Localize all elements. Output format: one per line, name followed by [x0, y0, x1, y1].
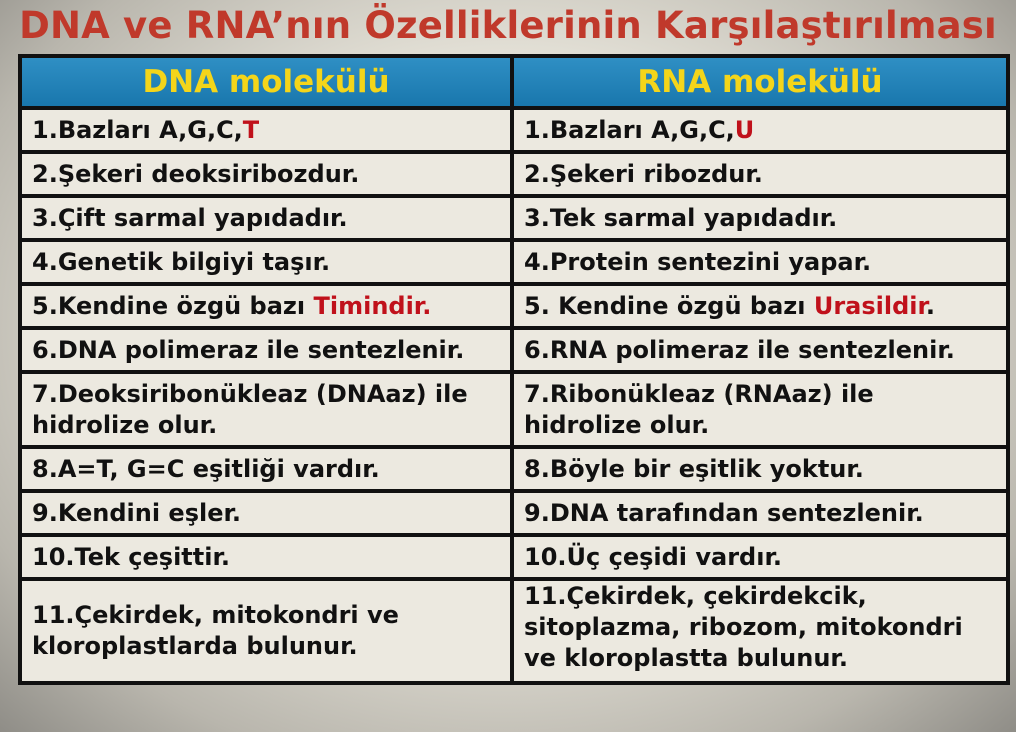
dna-property-cell: [20, 447, 512, 491]
cell-text: 10.Tek çeşittir.: [32, 542, 231, 571]
highlighted-text: Urasildir: [813, 291, 926, 320]
dna-property-cell: [20, 328, 512, 372]
highlighted-text: U: [734, 115, 755, 144]
cell-text: 4.Protein sentezini yapar.: [524, 247, 872, 276]
cell-text: 6.RNA polimeraz ile sentezlenir.: [524, 335, 955, 364]
rna-property-cell: [512, 579, 1008, 683]
rna-property-cell: [512, 284, 1008, 328]
highlighted-text: T: [242, 115, 260, 144]
table-row: [20, 447, 1008, 491]
cell-text: .: [925, 291, 936, 320]
rna-property-cell: [512, 240, 1008, 284]
page-title: DNA ve RNA’nın Özelliklerinin Karşılaştırılması: [19, 4, 997, 47]
cell-text: 10.Üç çeşidi vardır.: [524, 542, 782, 571]
cell-text: 2.Şekeri ribozdur.: [524, 159, 763, 188]
header-dna: DNA molekülü: [20, 56, 512, 108]
cell-text: 8.Böyle bir eşitlik yoktur.: [524, 454, 864, 483]
rna-property-cell: [512, 535, 1008, 579]
dna-property-cell: [20, 535, 512, 579]
table-row: [20, 491, 1008, 535]
cell-text: 9.DNA tarafından sentezlenir.: [524, 498, 924, 527]
rna-property-cell: [512, 152, 1008, 196]
dna-property-cell: [20, 491, 512, 535]
dna-property-cell: [20, 284, 512, 328]
table-row: [20, 535, 1008, 579]
cell-text: 5.Kendine özgü bazı: [32, 291, 314, 320]
cell-text: 5. Kendine özgü bazı: [524, 291, 814, 320]
dna-property-cell: [20, 152, 512, 196]
table-row: [20, 152, 1008, 196]
cell-text: 4.Genetik bilgiyi taşır.: [32, 247, 331, 276]
table-header-row: [20, 56, 1008, 108]
rna-property-cell: [512, 196, 1008, 240]
cell-text: 1.Bazları A,G,C,: [524, 115, 735, 144]
table-row: [20, 579, 1008, 683]
table-row: [20, 372, 1008, 447]
cell-text: 7.Deoksiribonükleaz (DNAaz) ile hidrolize olur.: [32, 379, 468, 439]
dna-property-cell: [20, 240, 512, 284]
rna-property-cell: [512, 328, 1008, 372]
cell-text: 6.DNA polimeraz ile sentezlenir.: [32, 335, 465, 364]
table-row: [20, 240, 1008, 284]
rna-property-cell: [512, 108, 1008, 152]
table-row: [20, 328, 1008, 372]
highlighted-text: Timindir.: [313, 291, 432, 320]
dna-property-cell: [20, 372, 512, 447]
cell-text: 11.Çekirdek, çekirdekcik, sitoplazma, ribozom, mitokondri ve kloroplastta bulunur.: [524, 582, 963, 672]
dna-property-cell: [20, 196, 512, 240]
comparison-table: [18, 54, 1010, 685]
dna-property-cell: [20, 579, 512, 683]
cell-text: 1.Bazları A,G,C,: [32, 115, 243, 144]
cell-text: 3.Çift sarmal yapıdadır.: [32, 203, 348, 232]
table-row: [20, 108, 1008, 152]
cell-text: 3.Tek sarmal yapıdadır.: [524, 203, 838, 232]
table-row: [20, 196, 1008, 240]
cell-text: 2.Şekeri deoksiribozdur.: [32, 159, 360, 188]
cell-text: 8.A=T, G=C eşitliği vardır.: [32, 454, 380, 483]
dna-property-cell: [20, 108, 512, 152]
cell-text: 11.Çekirdek, mitokondri ve kloroplastlarda bulunur.: [32, 601, 399, 660]
rna-property-cell: [512, 491, 1008, 535]
rna-property-cell: [512, 447, 1008, 491]
rna-property-cell: [512, 372, 1008, 447]
cell-text: 9.Kendini eşler.: [32, 498, 242, 527]
cell-text: 7.Ribonükleaz (RNAaz) ile hidrolize olur.: [524, 379, 874, 439]
header-rna: RNA molekülü: [512, 56, 1008, 108]
table-row: [20, 284, 1008, 328]
